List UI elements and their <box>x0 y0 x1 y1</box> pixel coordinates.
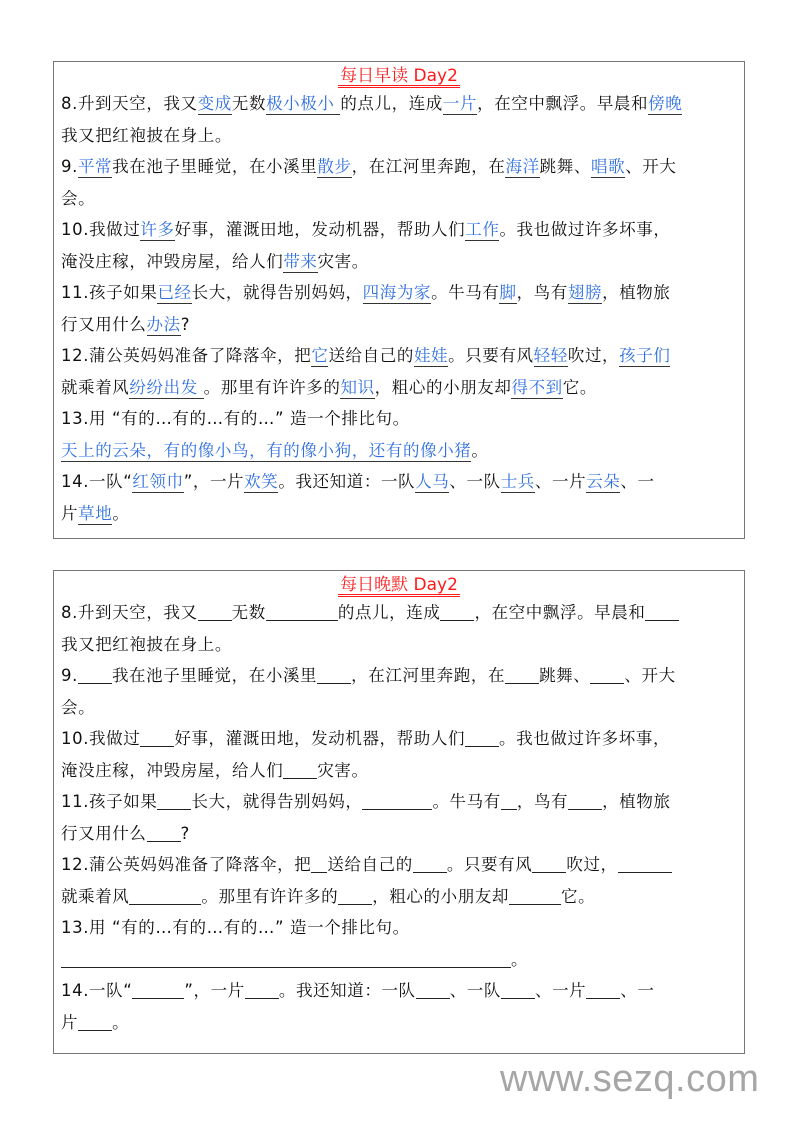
morning-title: 每日早读 Day2 <box>340 66 458 86</box>
answer-text: 知识 <box>340 377 375 397</box>
fill-blank <box>505 665 539 684</box>
line-text: ”，一片 <box>184 981 245 1000</box>
line-text: ，在空中飘浮。早晨和 <box>474 603 646 622</box>
text-line <box>61 629 738 661</box>
line-text: 我在池子里睡觉，在小溪里 <box>112 157 318 176</box>
text-line <box>61 755 738 787</box>
line-text: 、一队 <box>449 472 501 491</box>
morning-reading-box <box>53 61 745 539</box>
morning-lines <box>54 88 744 529</box>
text-line <box>61 88 738 120</box>
text-line <box>61 723 738 755</box>
line-text: 跳舞、 <box>539 157 591 176</box>
line-text: 。那里有许许多的 <box>203 377 341 397</box>
fill-blank <box>78 1012 112 1031</box>
line-text: 长大，就得告别妈妈， <box>191 792 363 811</box>
line-text: 我又把红袍披在身上。 <box>61 125 232 145</box>
line-text: 就乘着风 <box>61 377 130 397</box>
answer-text: 云朵 <box>586 472 621 491</box>
line-text: 。我也做过许多坏事， <box>499 220 671 239</box>
text-line <box>61 151 738 183</box>
answer-text: 平常 <box>77 157 113 176</box>
text-line <box>61 849 738 881</box>
line-text: 13.用 “有的…有的…有的…” 造一个排比句。 <box>61 409 410 428</box>
text-line <box>61 214 738 246</box>
answer-text: 许多 <box>140 220 175 239</box>
line-text: 。牛马有 <box>431 283 500 302</box>
text-line <box>61 246 738 278</box>
text-line <box>61 340 738 372</box>
answer-text: 翅膀 <box>567 283 603 302</box>
answer-text: 已经 <box>157 283 192 302</box>
fill-blank <box>586 980 620 999</box>
answer-text: 办法 <box>146 314 181 334</box>
fill-blank <box>198 602 232 621</box>
fill-blank <box>362 791 432 810</box>
line-text: 10.我做过 <box>61 220 141 239</box>
fill-blank <box>157 791 191 810</box>
line-text: 、一片 <box>534 472 587 491</box>
fill-blank <box>413 854 447 873</box>
line-text: 好事，灌溉田地，发动机器，帮助人们 <box>174 729 466 748</box>
text-line <box>61 309 738 341</box>
text-line <box>61 1007 738 1039</box>
line-text: 、开大 <box>625 157 677 176</box>
line-text: ，鸟有 <box>516 792 569 811</box>
line-text: 片 <box>61 503 79 523</box>
line-text: 。 <box>511 949 529 969</box>
line-text: 。我还知道：一队 <box>278 472 416 491</box>
text-line <box>61 660 738 692</box>
line-text: 送给自己的 <box>328 346 414 365</box>
line-text: 长大，就得告别妈妈， <box>191 283 363 302</box>
line-text: 它。 <box>562 377 597 397</box>
fill-blank <box>465 728 499 747</box>
text-line <box>61 786 738 818</box>
fill-blank <box>283 760 317 779</box>
answer-text: 傍晚 <box>648 94 683 113</box>
line-text: ”，一片 <box>183 472 245 491</box>
line-text: 的点儿，连成 <box>340 94 443 113</box>
answer-text: 一片 <box>442 94 478 113</box>
line-text: 9. <box>61 157 78 176</box>
line-text: 我在池子里睡觉，在小溪里 <box>111 666 318 685</box>
answer-text: 轻轻 <box>533 346 568 365</box>
fill-blank <box>78 665 112 684</box>
line-text: 它。 <box>561 886 596 906</box>
answer-text: 纷纷出发 <box>129 377 204 397</box>
line-text: 我又把红袍披在身上。 <box>61 634 232 654</box>
line-text: 、开大 <box>624 666 676 685</box>
answer-text: 带来 <box>283 251 318 271</box>
line-text: 会。 <box>61 188 96 208</box>
text-line <box>61 403 738 435</box>
fill-blank <box>509 886 561 905</box>
line-text: ? <box>180 823 190 843</box>
line-text: ，鸟有 <box>516 283 568 302</box>
fill-blank <box>568 791 602 810</box>
answer-text: 红领巾 <box>132 472 184 491</box>
line-text: ? <box>180 314 191 334</box>
line-text: 。只要有风 <box>448 346 534 365</box>
line-text: 会。 <box>61 697 96 717</box>
answer-text: 四海为家 <box>362 283 432 302</box>
text-line <box>61 912 738 944</box>
line-text: 、一 <box>620 472 655 491</box>
text-line <box>61 277 738 309</box>
text-line <box>61 498 738 530</box>
text-line <box>61 372 738 404</box>
line-text: 11.孩子如果 <box>61 283 158 302</box>
text-line <box>61 818 738 850</box>
line-text: 。 <box>471 440 489 460</box>
fill-blank <box>440 602 474 621</box>
line-text: 无数 <box>231 603 266 622</box>
line-text: 吹过， <box>566 855 618 874</box>
line-text: 8.升到天空，我又 <box>61 94 198 113</box>
line-text: ，粗心的小朋友却 <box>374 377 512 397</box>
line-text: 。牛马有 <box>432 792 501 811</box>
line-text: 无数 <box>231 94 267 113</box>
fill-blank <box>147 823 181 842</box>
fill-blank <box>590 665 624 684</box>
line-text: 就乘着风 <box>61 886 130 906</box>
line-text: ，粗心的小朋友却 <box>372 886 510 906</box>
answer-text: 变成 <box>197 94 232 113</box>
text-line <box>61 120 738 152</box>
line-text: 行又用什么 <box>61 823 147 843</box>
answer-text: 脚 <box>499 283 517 302</box>
line-text: 9. <box>61 666 78 685</box>
fill-blank <box>501 980 535 999</box>
line-text: 14.一队“ <box>61 472 133 491</box>
line-text: 的点儿，连成 <box>337 603 441 622</box>
line-text: 。 <box>112 503 130 523</box>
text-line <box>61 975 738 1007</box>
fill-blank <box>501 791 517 810</box>
line-text: 10.我做过 <box>61 729 141 748</box>
fill-blank <box>416 980 450 999</box>
line-text: 片 <box>61 1012 79 1032</box>
text-line <box>61 944 738 976</box>
line-text: 。我也做过许多坏事， <box>499 729 671 748</box>
line-text: ，在空中飘浮。早晨和 <box>477 94 649 113</box>
fill-blank <box>317 665 351 684</box>
answer-text: 天上的云朵，有的像小鸟，有的像小狗，还有的像小猪 <box>61 440 472 460</box>
line-text: ，植物旅 <box>602 283 671 302</box>
line-text: 跳舞、 <box>539 666 591 685</box>
line-text: ，在江河里奔跑，在 <box>351 666 506 685</box>
line-text: 。我还知道：一队 <box>278 981 416 1000</box>
answer-text: 孩子们 <box>619 346 671 365</box>
line-text: 12.蒲公英妈妈准备了降落伞，把 <box>61 346 312 365</box>
answer-text: 士兵 <box>500 472 535 491</box>
answer-text: 工作 <box>465 220 500 239</box>
line-text: 、一队 <box>449 981 501 1000</box>
fill-blank <box>645 602 679 621</box>
line-text: 淹没庄稼，冲毁房屋，给人们 <box>61 251 284 271</box>
fill-blank <box>140 728 174 747</box>
fill-blank <box>132 980 184 999</box>
text-line <box>61 881 738 913</box>
line-text: 灾害。 <box>317 251 369 271</box>
line-text: 12.蒲公英妈妈准备了降落伞，把 <box>61 855 312 874</box>
line-text: 。 <box>112 1012 130 1032</box>
fill-blank <box>311 854 327 873</box>
fill-blank <box>618 854 672 873</box>
line-text: 11.孩子如果 <box>61 792 158 811</box>
line-text: 14.一队“ <box>61 981 133 1000</box>
line-text: 8.升到天空，我又 <box>61 603 198 622</box>
line-text: 吹过， <box>567 346 620 365</box>
fill-blank <box>338 886 372 905</box>
evening-title: 每日晚默 Day2 <box>340 575 458 595</box>
evening-lines <box>54 597 744 1038</box>
line-text: 、一 <box>620 981 655 1000</box>
line-text: 。只要有风 <box>446 855 533 874</box>
fill-blank <box>61 949 511 968</box>
answer-text: 极小极小 <box>266 94 341 113</box>
fill-blank <box>129 886 201 905</box>
answer-text: 它 <box>311 346 329 365</box>
line-text: ，植物旅 <box>602 792 671 811</box>
line-text: 。那里有许许多的 <box>201 886 339 906</box>
answer-text: 散步 <box>317 157 352 176</box>
answer-text: 娃娃 <box>413 346 449 365</box>
answer-text: 草地 <box>78 503 113 523</box>
fill-blank <box>532 854 566 873</box>
line-text: 13.用 “有的…有的…有的…” 造一个排比句。 <box>61 918 410 937</box>
line-text: 行又用什么 <box>61 314 147 334</box>
fill-blank <box>245 980 279 999</box>
answer-text: 得不到 <box>511 377 563 397</box>
line-text: 淹没庄稼，冲毁房屋，给人们 <box>61 760 284 780</box>
line-text: 、一片 <box>534 981 587 1000</box>
text-line <box>61 466 738 498</box>
line-text: 灾害。 <box>317 760 369 780</box>
answer-text: 唱歌 <box>590 157 626 176</box>
line-text: 好事，灌溉田地，发动机器，帮助人们 <box>174 220 466 239</box>
answer-text: 人马 <box>415 472 450 491</box>
text-line <box>61 597 738 629</box>
text-line <box>61 435 738 467</box>
fill-blank <box>266 602 338 621</box>
evening-dictation-box <box>53 570 745 1054</box>
line-text: ，在江河里奔跑，在 <box>351 157 506 176</box>
answer-text: 海洋 <box>505 157 540 176</box>
watermark: www.sezq.com <box>500 1058 760 1100</box>
line-text: 送给自己的 <box>327 855 413 874</box>
answer-text: 欢笑 <box>244 472 279 491</box>
text-line <box>61 692 738 724</box>
text-line <box>61 183 738 215</box>
